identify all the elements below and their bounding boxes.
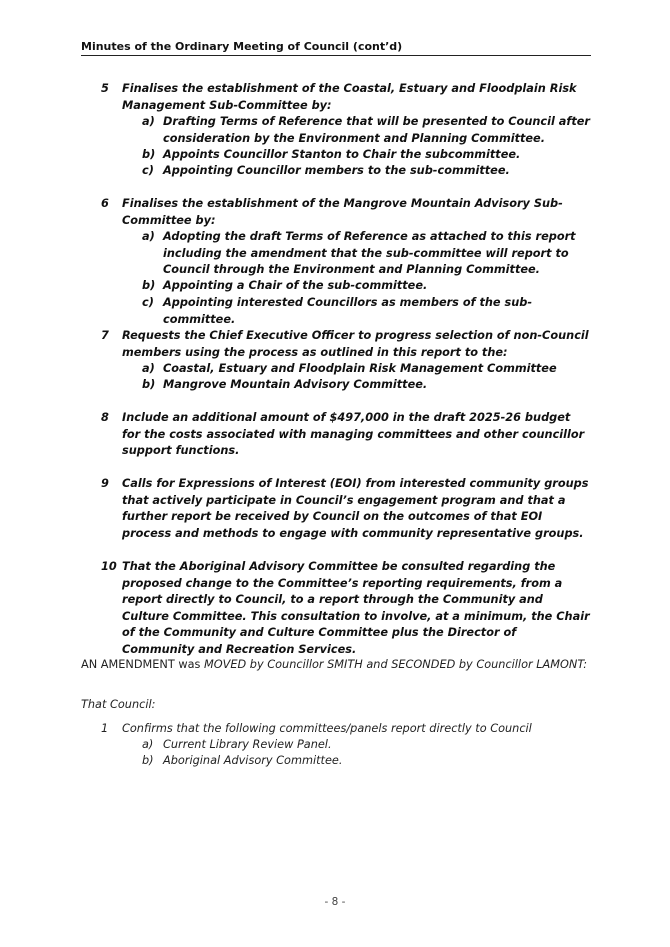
- item-text: That the Aboriginal Advisory Committee be consulted regarding the proposed change to the Committee’s reporting requirements, from a report directly to Council, to a report through the Community and Culture Committee. This consultation to involve, at a minimum, the Chair of the Community and Culture Committee plus the Director of Community and Recreation Services.: [122, 560, 590, 656]
- item-number: 5: [101, 82, 109, 95]
- item-number: 6: [101, 197, 109, 210]
- sub-item-letter: a): [142, 115, 155, 128]
- page-number: - 8 -: [324, 896, 346, 908]
- item-number: 1: [101, 722, 109, 735]
- item-text: Finalises the establishment of the Coastal, Estuary and Floodplain Risk Management Sub-Committee by:: [122, 82, 577, 112]
- item-number: 10: [101, 560, 117, 573]
- item-text: Requests the Chief Executive Officer to progress selection of non-Council members using the process as outlined in this report to the:: [122, 329, 589, 359]
- sub-item-letter: b): [142, 754, 154, 767]
- item-text: Include an additional amount of $497,000 in the draft 2025-26 budget for the costs associated with managing committees and other councillor support functions.: [122, 411, 585, 457]
- item-number: 7: [101, 329, 109, 342]
- sub-item-text: Appointing Councillor members to the sub-committee.: [163, 164, 510, 177]
- sub-item-letter: a): [142, 230, 155, 243]
- amendment-moved: MOVED by Councillor SMITH and SECONDED by Councillor LAMONT:: [204, 658, 588, 671]
- item-text: Calls for Expressions of Interest (EOI) from interested community groups that actively participate in Council’s engagement program and that a further report be received by Council on the outcomes of that EOI process and methods to engage with community representative groups.: [122, 477, 589, 540]
- item-number: 8: [101, 411, 109, 424]
- sub-item-text: Current Library Review Panel.: [163, 738, 332, 751]
- sub-item-letter: b): [142, 279, 156, 292]
- sub-item-letter: c): [142, 164, 154, 177]
- sub-item-letter: a): [142, 362, 155, 375]
- item-number: 9: [101, 477, 109, 490]
- sub-item-text: Appointing interested Councillors as members of the sub-committee.: [163, 296, 533, 326]
- sub-item-text: Adopting the draft Terms of Reference as attached to this report including the amendment that the sub-committee will report to Council through the Environment and Planning Committee.: [163, 230, 576, 276]
- item-text: Finalises the establishment of the Mangrove Mountain Advisory Sub-Committee by:: [122, 197, 563, 227]
- that-council: That Council:: [81, 698, 156, 711]
- sub-item-text: Appoints Councillor Stanton to Chair the subcommittee.: [163, 148, 521, 161]
- page-header: Minutes of the Ordinary Meeting of Council (cont’d): [81, 41, 591, 56]
- sub-item-letter: b): [142, 378, 156, 391]
- sub-item-text: Appointing a Chair of the sub-committee.: [163, 279, 428, 292]
- item-text: Confirms that the following committees/panels report directly to Council: [122, 722, 532, 735]
- sub-item-letter: b): [142, 148, 156, 161]
- sub-item-letter: c): [142, 296, 154, 309]
- sub-item-text: Aboriginal Advisory Committee.: [163, 754, 343, 767]
- sub-item-text: Coastal, Estuary and Floodplain Risk Management Committee: [163, 362, 557, 375]
- sub-item-letter: a): [142, 738, 154, 751]
- amendment-lead: AN AMENDMENT was: [81, 658, 204, 671]
- sub-item-text: Mangrove Mountain Advisory Committee.: [163, 378, 428, 391]
- sub-item-text: Drafting Terms of Reference that will be presented to Council after consideration by the Environment and Planning Committee.: [163, 115, 590, 145]
- amendment-line: [81, 657, 591, 674]
